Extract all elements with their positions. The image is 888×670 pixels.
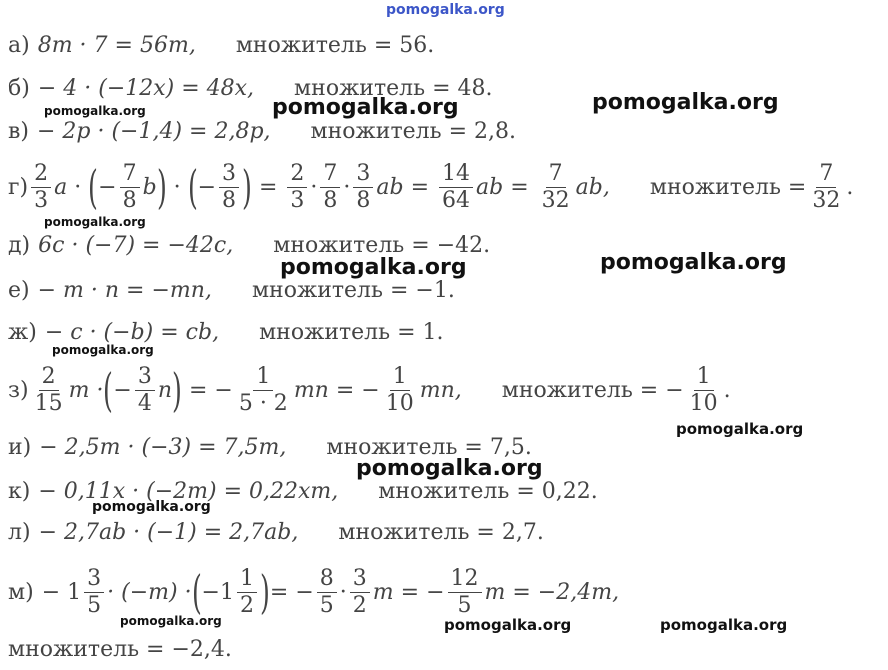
line-b [8, 71, 493, 105]
watermark-top: pomogalka.org [386, 2, 505, 18]
multiplier: множитель = 2,7. [338, 519, 544, 545]
line-a [8, 28, 434, 62]
fraction: $\frac{3}{4}$ [135, 364, 155, 416]
line-m-multiplier [8, 632, 232, 666]
expression: −1 [201, 579, 234, 605]
line-d [8, 228, 490, 262]
expression: = − [269, 579, 314, 605]
multiplier: множитель = −2,4. [8, 636, 232, 662]
multiplier: множитель = 2,8. [310, 118, 516, 144]
expression: − c · (−b) = cb, [44, 319, 220, 345]
fraction: $\frac{7}{8}$ [120, 161, 140, 213]
watermark: pomogalka.org [600, 250, 787, 275]
line-label: е) [8, 277, 30, 303]
expression: m = −2,4m, [484, 579, 620, 605]
watermark: pomogalka.org [120, 614, 222, 628]
line-zh [8, 315, 444, 349]
fraction: $\frac{12}{5}$ [448, 566, 482, 618]
line-label: а) [8, 32, 30, 58]
line-i [8, 430, 532, 464]
line-label: з) [8, 377, 29, 403]
line-label: ж) [8, 319, 37, 345]
expression: − 4 · (−12x) = 48x, [37, 75, 255, 101]
multiplier: множитель = 1. [259, 319, 444, 345]
multiplier: множитель = 56. [235, 32, 435, 58]
multiplier: множитель = [649, 174, 807, 200]
fraction: $\frac{1}{2}$ [237, 566, 257, 618]
expression: − 1 [41, 579, 82, 605]
watermark: pomogalka.org [52, 343, 154, 357]
fraction: $\frac{7}{32}$ [812, 161, 841, 213]
watermark: pomogalka.org [676, 420, 804, 438]
watermark: pomogalka.org [92, 499, 211, 515]
multiplier: множитель = −1. [251, 277, 455, 303]
fraction: $\frac{3}{8}$ [219, 161, 239, 213]
expression: − 2,7ab · (−1) = 2,7ab, [38, 519, 299, 545]
watermark: pomogalka.org [592, 90, 779, 115]
line-label: г) [8, 174, 29, 200]
watermark: pomogalka.org [272, 95, 459, 120]
line-k [8, 474, 598, 508]
fraction: $\frac{14}{64}$ [439, 161, 473, 213]
expression: m = − [372, 579, 445, 605]
line-label: л) [8, 519, 31, 545]
line-label: в) [8, 118, 29, 144]
line-v [8, 114, 516, 148]
fraction: $\frac{1}{10}$ [385, 364, 414, 416]
line-m: м) − 1 $\frac{3}{5}$ · (−m) · ( −1 $\frac{1}{2}$ ) = − $\frac{8}{5}$ · $\frac{3}{2}$ m = − $\frac{12}{5}$ m = −2,4m, [8, 565, 620, 619]
expression: 8m · 7 = 56m, [37, 32, 196, 58]
variable: n [157, 377, 173, 403]
fraction: $\frac{2}{3}$ [31, 161, 51, 213]
fraction: $\frac{2}{3}$ [287, 161, 307, 213]
line-z: з) $\frac{2}{15}$ m · ( − $\frac{3}{4}$ n ) = − $\frac{1}{5 \cdot 2}$ mn = − $\frac{1}{10}$ mn, множитель = − $\frac{1}{10}$ . [8, 363, 731, 417]
line-label: к) [8, 478, 31, 504]
fraction: $\frac{3}{5}$ [84, 566, 104, 618]
variable: m · [68, 377, 104, 403]
fraction: $\frac{7}{32}$ [541, 161, 570, 213]
expression: − 2,5m · (−3) = 7,5m, [39, 434, 287, 460]
variable: ab [476, 174, 504, 200]
variable: mn = − [293, 377, 380, 403]
expression: − 2p · (−1,4) = 2,8p, [36, 118, 271, 144]
watermark: pomogalka.org [280, 255, 467, 280]
variable: ab [376, 174, 404, 200]
watermark: pomogalka.org [444, 616, 572, 634]
fraction: $\frac{3}{2}$ [350, 566, 370, 618]
multiplier: множитель = − [501, 377, 684, 403]
expression: 6c · (−7) = −42c, [38, 232, 234, 258]
line-label: и) [8, 434, 32, 460]
line-g: г) $\frac{2}{3}$ a · ( − $\frac{7}{8}$ b ) · ( − $\frac{3}{8}$ ) = $\frac{2}{3}$ · $\frac{7}{8}$ · $\frac{3}{8}$ ab = $\frac{14}{64}$ ab = $\frac{7}{32}$ ab, множитель = $\frac{7}{32}$ . [8, 160, 854, 214]
line-label: д) [8, 232, 31, 258]
fraction: $\frac{2}{15}$ [34, 364, 63, 416]
variable: mn, [419, 377, 462, 403]
expression: − m · n = −mn, [37, 277, 212, 303]
line-l [8, 515, 544, 549]
variable: a [54, 174, 68, 200]
expression: · (−m) · [107, 579, 192, 605]
variable: b [142, 174, 157, 200]
fraction: $\frac{7}{8}$ [320, 161, 340, 213]
watermark: pomogalka.org [660, 616, 788, 634]
fraction: $\frac{8}{5}$ [317, 566, 337, 618]
multiplier: множитель = 0,22. [378, 478, 598, 504]
line-label: м) [8, 579, 34, 605]
multiplier: множитель = −42. [273, 232, 491, 258]
watermark: pomogalka.org [44, 104, 146, 118]
variable: ab, [575, 174, 610, 200]
line-e [8, 273, 455, 307]
fraction: $\frac{3}{8}$ [353, 161, 373, 213]
line-label: б) [8, 75, 30, 101]
fraction: $\frac{1}{10}$ [689, 364, 718, 416]
watermark: pomogalka.org [356, 456, 543, 481]
watermark: pomogalka.org [44, 215, 146, 229]
expression: − 0,11x · (−2m) = 0,22xm, [38, 478, 339, 504]
fraction: $\frac{1}{5 \cdot 2}$ [238, 364, 288, 416]
multiplier: множитель = 7,5. [326, 434, 532, 460]
multiplier: множитель = 48. [294, 75, 493, 101]
